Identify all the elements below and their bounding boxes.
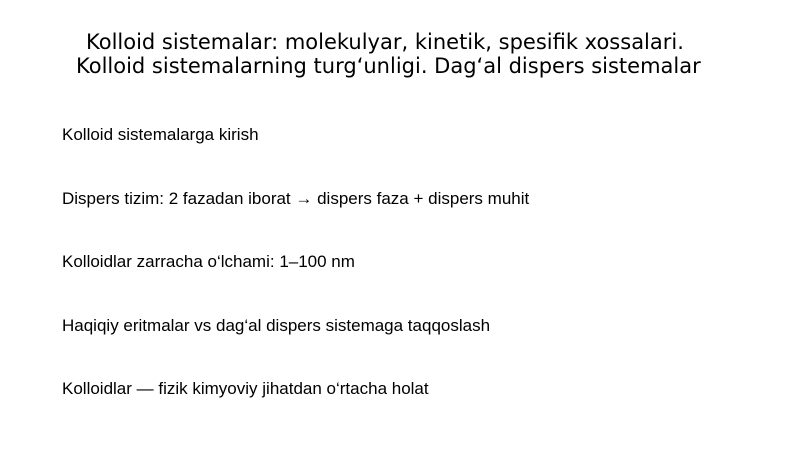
bullet-item: Kolloidlar — fizik kimyoviy jihatdan o‘rtacha holat [62, 379, 429, 398]
bullet-item: Kolloid sistemalarga kirish [62, 125, 259, 144]
bullet-item: Dispers tizim: 2 fazadan iborat → dispers faza + dispers muhit [62, 188, 530, 208]
slide-title [76, 30, 756, 78]
slide-title-text: Kolloid sistemalar: molekulyar, kinetik, spesifik xossalari. Kolloid sistemalarning turg‘unligi. Dag‘al dispers sistemalar [76, 30, 701, 78]
bullet-list [62, 124, 762, 442]
bullet-item: Kolloidlar zarracha o‘lchami: 1–100 nm [62, 252, 355, 271]
bullet-item: Haqiqiy eritmalar vs dag‘al dispers sistemaga taqqoslash [62, 315, 491, 335]
